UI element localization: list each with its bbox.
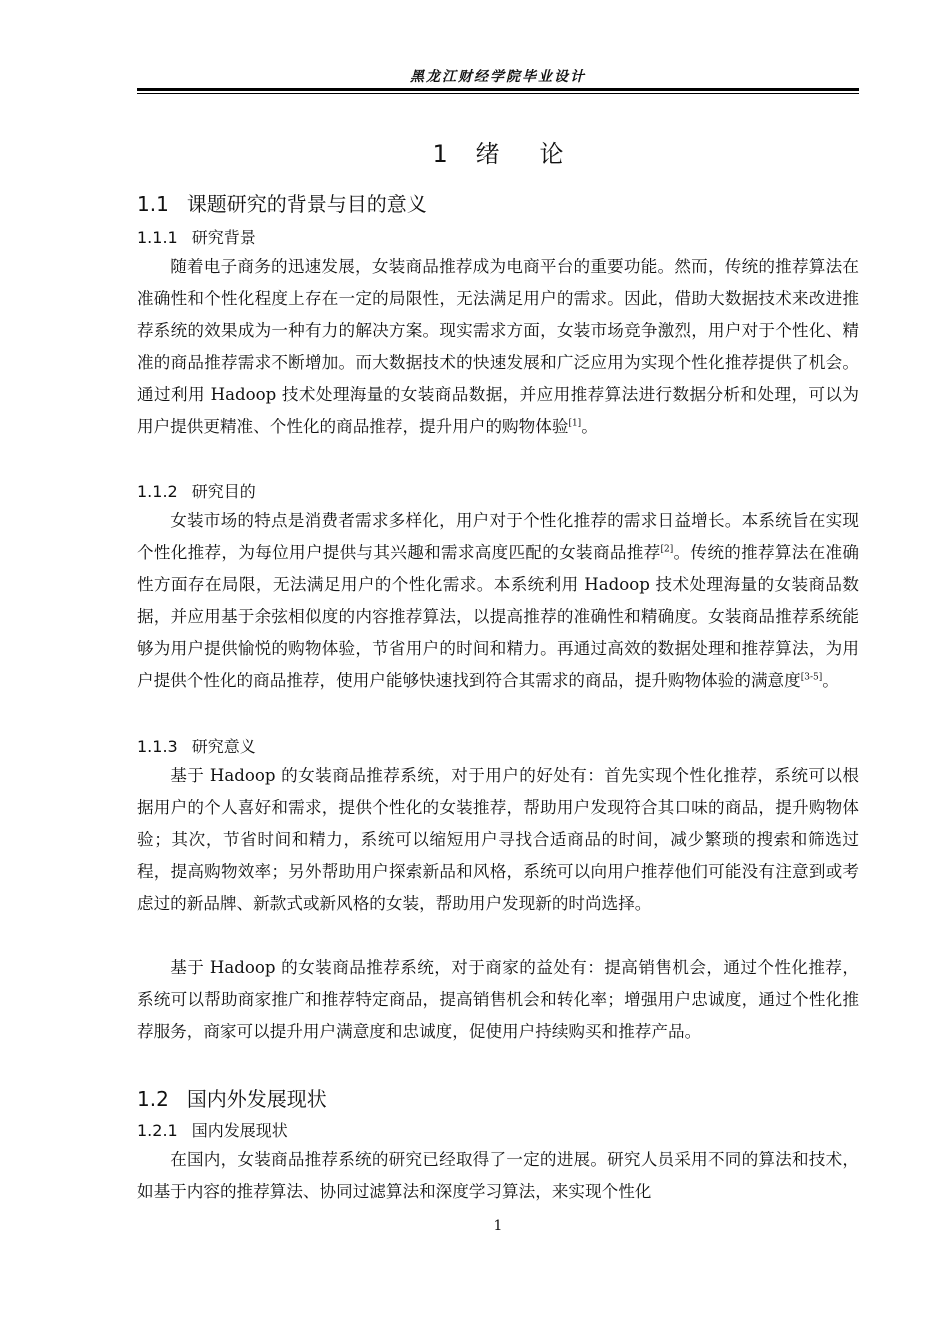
header-rule-thick [137,88,859,91]
chapter-title [137,134,859,169]
paragraph-significance-users: 基于 Hadoop 的女装商品推荐系统，对于用户的好处有：首先实现个性化推荐，系统可以根据用户的个人喜好和需求，提供个性化的女装推荐，帮助用户发现符合其口味的商品，提升购物体验；其次，节省时间和精力，系统可以缩短用户寻找合适商品的时间，减少繁琐的搜索和筛选过程，提高购物效率；另外帮助用户探索新品和风格，系统可以向用户推荐他们可能没有注意到或考虑过的新品牌、新款式或新风格的女装，帮助用户发现新的时尚选择。 [137,766,859,913]
section-title: 国内发展现状 [191,1121,288,1140]
paragraph-domestic-status: 在国内，女装商品推荐系统的研究已经取得了一定的进展。研究人员采用不同的算法和技术，如基于内容的推荐算法、协同过滤算法和深度学习算法，来实现个性化 [137,1150,859,1201]
paragraph-text-continued: 。传统的推荐算法在准确性方面存在局限，无法满足用户的个性化需求。本系统利用 Hadoop 技术处理海量的女装商品数据，并应用基于余弦相似度的内容推荐算法，以提高推荐的准确性和精确度。女装商品推荐系统能够为用户提供愉悦的购物体验，节省用户的时间和精力。再通过高效的数据处理和推荐算法，为用户提供个性化的商品推荐，使用户能够快速找到符合其需求的商品，提升购物体验的满意度 [137,543,860,690]
chapter-title-part2: 论 [539,140,564,168]
paragraph-text: 女装市场的特点是消费者需求多样化，用户对于个性化推荐的需求日益增长。本系统旨在实现个性化推荐，为每位用户提供与其兴趣和需求高度匹配的女装商品推荐 [137,511,859,562]
section-heading-1-1-1 [137,225,256,248]
section-title: 研究意义 [191,737,256,756]
paragraph-purpose [137,505,859,697]
paragraph-tail: 。 [581,417,598,436]
section-number: 1.1.2 [137,482,178,501]
chapter-title-part1: 绪 [475,140,500,168]
section-title: 国内外发展现状 [186,1087,327,1111]
section-number: 1.1 [137,192,169,216]
citation-mark: [1] [568,418,582,429]
section-heading-1-1 [137,188,427,217]
section-number: 1.2.1 [137,1121,178,1140]
paragraph-significance-merchants: 基于 Hadoop 的女装商品推荐系统，对于商家的益处有：提高销售机会，通过个性化推荐，系统可以帮助商家推广和推荐特定商品，提高销售机会和转化率；增强用户忠诚度，通过个性化推荐服务，商家可以提升用户满意度和忠诚度，促使用户持续购买和推荐产品。 [137,958,859,1041]
header-rule-thin [137,93,859,94]
section-title: 课题研究的背景与目的意义 [186,192,427,216]
section-title: 研究背景 [191,228,256,247]
paragraph-text: 随着电子商务的迅速发展，女装商品推荐成为电商平台的重要功能。然而，传统的推荐算法在准确性和个性化程度上存在一定的局限性，无法满足用户的需求。因此，借助大数据技术来改进推荐系统的效果成为一种有力的解决方案。现实需求方面，女装市场竞争激烈，用户对于个性化、精准的商品推荐需求不断增加。而大数据技术的快速发展和广泛应用为实现个性化推荐提供了机会。通过利用 Hadoop 技术处理海量的女装商品数据，并应用推荐算法进行数据分析和处理，可以为用户提供更精准、个性化的商品推荐，提升用户的购物体验 [137,257,859,436]
chapter-number: 1 [432,140,448,168]
section-heading-1-1-3 [137,734,256,757]
section-heading-1-1-2 [137,479,256,502]
page-number: 1 [493,1218,503,1234]
section-number: 1.1.1 [137,228,178,247]
paragraph-background [137,251,859,443]
paragraph-tail: 。 [822,671,839,690]
section-title: 研究目的 [191,482,256,501]
citation-mark: [3-5] [800,672,823,683]
running-header: 黑龙江财经学院毕业设计 [410,69,586,85]
citation-mark: [2] [660,544,674,555]
section-heading-1-2-1 [137,1118,288,1141]
section-number: 1.2 [137,1087,169,1111]
section-heading-1-2 [137,1083,327,1112]
section-number: 1.1.3 [137,737,178,756]
